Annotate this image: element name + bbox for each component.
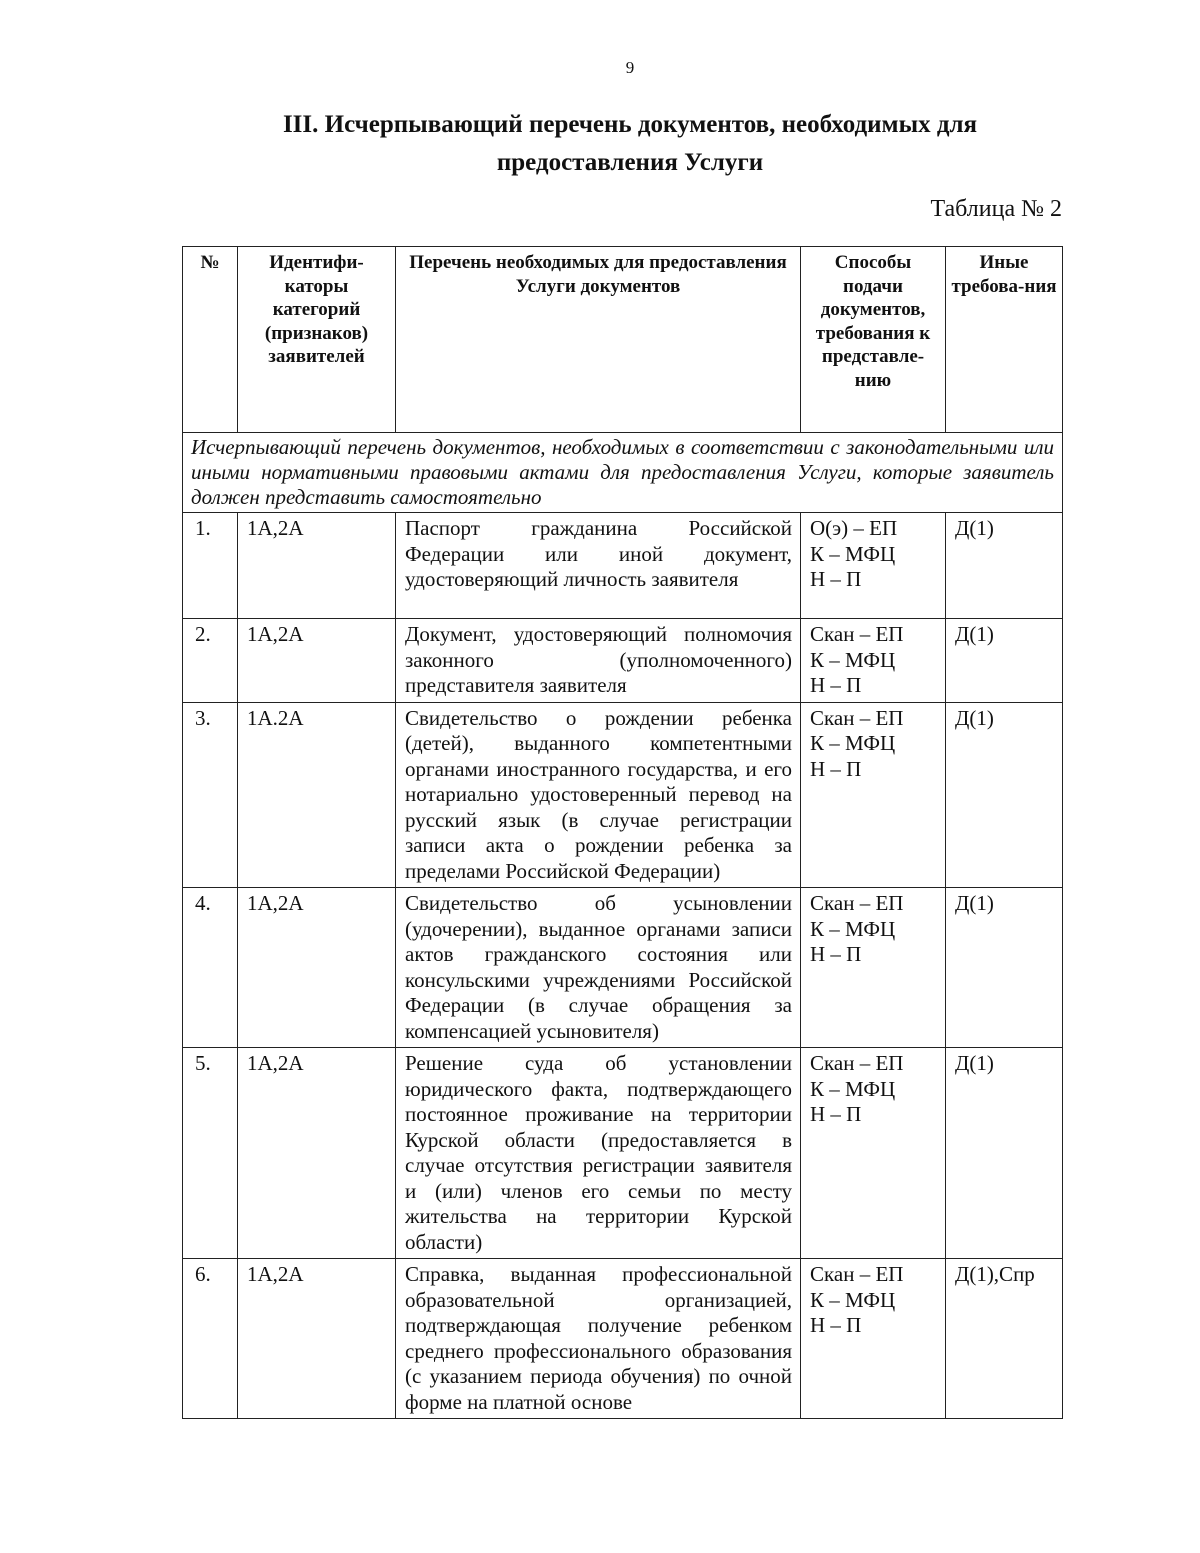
documents-table-container — [182, 246, 1062, 1419]
section-title-row — [183, 433, 1063, 513]
table-row — [183, 513, 1063, 619]
row-document: Решение суда об установлении юридического факта, подтверждающего постоянное проживание на территории Курской области (предоставляется в случае отсутствия регистрации заявителя и (или) членов его семьи по месту жительства на территории Курской области) — [396, 1048, 801, 1259]
method-line: Скан – ЕП — [810, 622, 904, 646]
row-document: Свидетельство о рождении ребенка (детей), выданного компетентными органами иностранного государства, и его нотариально удостоверенный перевод на русский язык (в случае регистрации записи акта о рождении ребенка за пределами Российской Федерации) — [396, 702, 801, 888]
header-other-requirements: Иные требова-ния — [946, 247, 1063, 433]
row-number: 1. — [183, 513, 238, 619]
row-number: 6. — [183, 1259, 238, 1419]
section-title: Исчерпывающий перечень документов, необходимых в соответствии с законодательными или иными нормативными правовыми актами для предоставления Услуги, которые заявитель должен представить самостоятельно — [183, 433, 1063, 513]
method-line: Н – П — [810, 942, 862, 966]
table-row — [183, 702, 1063, 888]
row-applicant-ids: 1А.2А — [238, 702, 396, 888]
header-submission-methods: Способы подачи документов, требования к представле-нию — [801, 247, 946, 433]
method-line: Скан – ЕП — [810, 1262, 904, 1286]
method-line: Н – П — [810, 756, 862, 781]
row-other-requirements: Д(1) — [946, 702, 1063, 888]
method-line: К – МФЦ — [810, 647, 896, 672]
table-header-row — [183, 247, 1063, 433]
row-methods — [801, 1259, 946, 1419]
row-document: Документ, удостоверяющий полномочия законного (уполномоченного) представителя заявителя — [396, 619, 801, 703]
row-applicant-ids: 1А,2А — [238, 1259, 396, 1419]
row-number: 3. — [183, 702, 238, 888]
heading-line-2: предоставления Услуги — [496, 149, 764, 176]
method-line: Н – П — [810, 567, 862, 591]
header-document-list: Перечень необходимых для предоставления Услуги документов — [396, 247, 801, 433]
table-row — [183, 888, 1063, 1048]
row-methods — [801, 888, 946, 1048]
row-document: Паспорт гражданина Российской Федерации или иной документ, удостоверяющий личность заявителя — [396, 513, 801, 619]
method-line: К – МФЦ — [810, 1287, 896, 1312]
method-line: К – МФЦ — [810, 1076, 896, 1101]
table-caption: Таблица № 2 — [930, 196, 1062, 222]
method-line: Н – П — [810, 1313, 862, 1337]
method-line: Н – П — [810, 1102, 862, 1126]
table-row — [183, 619, 1063, 703]
section-heading — [230, 106, 1030, 182]
row-other-requirements: Д(1) — [946, 513, 1063, 619]
row-other-requirements: Д(1) — [946, 888, 1063, 1048]
method-line: К – МФЦ — [810, 541, 896, 566]
method-line: О(э) – ЕП — [810, 516, 898, 540]
row-methods — [801, 1048, 946, 1259]
row-methods — [801, 513, 946, 619]
row-applicant-ids: 1А,2А — [238, 888, 396, 1048]
row-document: Справка, выданная профессиональной образовательной организацией, подтверждающая получение ребенком среднего профессионального образования (с указанием периода обучения) по очной форме на платной основе — [396, 1259, 801, 1419]
table-row — [183, 1048, 1063, 1259]
row-document: Свидетельство об усыновлении (удочерении), выданное органами записи актов гражданского состояния или консульскими учреждениями Российской Федерации (в случае обращения за компенсацией усыновителя) — [396, 888, 801, 1048]
row-number: 2. — [183, 619, 238, 703]
row-number: 4. — [183, 888, 238, 1048]
method-line: Скан – ЕП — [810, 891, 904, 915]
row-number: 5. — [183, 1048, 238, 1259]
row-other-requirements: Д(1) — [946, 619, 1063, 703]
row-applicant-ids: 1А,2А — [238, 513, 396, 619]
header-number: № — [183, 247, 238, 433]
header-applicant-ids: Идентифи-каторы категорий (признаков) заявителей — [238, 247, 396, 433]
row-methods — [801, 702, 946, 888]
documents-table — [182, 246, 1063, 1419]
table-row — [183, 1259, 1063, 1419]
page-number: 9 — [625, 58, 635, 77]
heading-line-1: III. Исчерпывающий перечень документов, необходимых для — [282, 111, 978, 138]
row-applicant-ids: 1А,2А — [238, 619, 396, 703]
method-line: К – МФЦ — [810, 731, 896, 755]
method-line: Скан – ЕП — [810, 1051, 904, 1075]
method-line: К – МФЦ — [810, 916, 896, 941]
method-line: Н – П — [810, 673, 862, 697]
row-other-requirements: Д(1) — [946, 1048, 1063, 1259]
row-other-requirements: Д(1),Спр — [946, 1259, 1063, 1419]
row-methods — [801, 619, 946, 703]
method-line: Скан – ЕП — [810, 705, 904, 730]
row-applicant-ids: 1А,2А — [238, 1048, 396, 1259]
